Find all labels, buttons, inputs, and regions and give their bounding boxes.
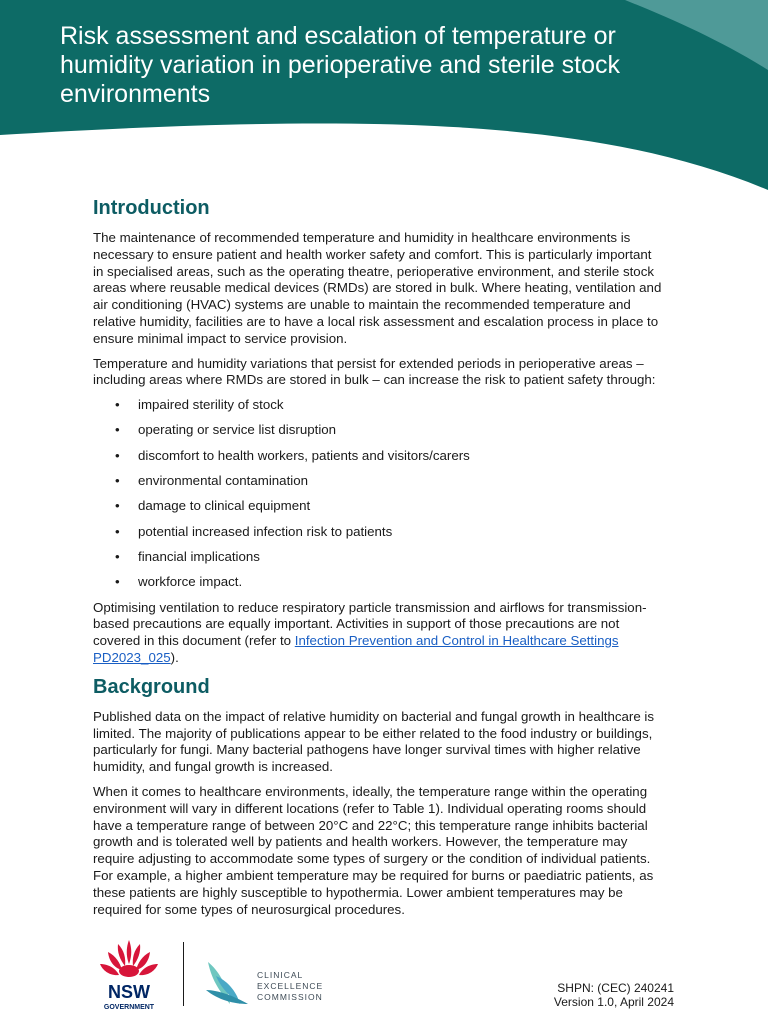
intro-paragraph-1: The maintenance of recommended temperature and humidity in healthcare environments is necessary to ensure patient and health worker safety and comfort. This is particularly important in specialised areas, such as the operating theatre, perioperative environment, and sterile stock areas where reusable medical devices (RMDs) are stored in bulk. Where heating, ventilation and air conditioning (HVAC) systems are unable to maintain the recommended temperature and relative humidity, facilities are to have a local risk assessment and escalation process in place to ensure minimal impact to service provision.	[93, 230, 662, 346]
list-item: • damage to clinical equipment	[93, 498, 663, 515]
risk-list	[93, 397, 663, 591]
cec-logo-text	[257, 970, 323, 1003]
list-item: • potential increased infection risk to patients	[93, 524, 663, 541]
intro-paragraph-2: Temperature and humidity variations that persist for extended periods in perioperative areas – including areas where RMDs are stored in bulk – can increase the risk to patient safety through:	[93, 355, 656, 388]
introduction-heading: Introduction	[93, 197, 210, 219]
intro-p3-end: ).	[170, 649, 179, 665]
background-heading: Background	[93, 675, 210, 698]
intro-p3-text: Optimising ventilation to reduce respiratory particle transmission and airflows for transmission-based precautions are equally important. Activities in support of those precautions are not covered in this document (refer to	[93, 599, 647, 649]
shpn-number: SHPN: (CEC) 240241	[557, 981, 674, 995]
ipc-policy-link[interactable]: Infection Prevention and Control in Healthcare Settings PD2023_025	[93, 633, 619, 665]
list-item: • environmental contamination	[93, 473, 663, 490]
intro-paragraph-3	[93, 600, 663, 667]
document-body	[93, 196, 663, 926]
list-item: • impaired sterility of stock	[93, 397, 663, 414]
document-title: Risk assessment and escalation of temperature or humidity variation in perioperative and sterile stock environments	[60, 22, 620, 108]
cec-line-2: EXCELLENCE	[257, 981, 324, 991]
nsw-government-logo	[94, 938, 164, 1012]
background-paragraph-2: When it comes to healthcare environments, ideally, the temperature range within the operating environment will vary in different locations (refer to Table 1). Individual operating rooms should have a temperature range of between 20°C and 22°C; this temperature range inhibits bacterial growth and is tolerated well by patients and health workers. However, the temperature may require adjusting to accommodate some types of surgery or the condition of individual patients. For example, a higher ambient temperature may be required for burns or paediatric patients, as these patients are highly susceptible to hypothermia. Lower ambient temperatures may be required for some types of neurosurgical procedures.	[93, 783, 654, 917]
list-item: • operating or service list disruption	[93, 422, 663, 439]
background-paragraph-1: Published data on the impact of relative humidity on bacterial and fungal growth in healthcare is limited. The majority of publications appear to be either related to the food industry or buildings, particularly for fungi. Many bacterial pathogens have longer survival times with higher relative humidity, and fungal growth is increased.	[93, 708, 655, 775]
list-item: • workforce impact.	[93, 574, 663, 591]
cec-line-3: COMMISSION	[257, 992, 323, 1002]
nsw-logo-text: NSW	[108, 982, 150, 1002]
footer	[0, 932, 768, 1024]
cec-logo-mark	[204, 956, 252, 1008]
list-item: • financial implications	[93, 549, 663, 566]
version-info: Version 1.0, April 2024	[553, 995, 674, 1009]
nsw-logo-subtext: GOVERNMENT	[103, 1004, 155, 1011]
footer-divider	[183, 942, 184, 1006]
document-reference	[554, 981, 674, 1009]
cec-line-1: CLINICAL	[257, 970, 304, 980]
list-item: • discomfort to health workers, patients and visitors/carers	[93, 448, 663, 465]
